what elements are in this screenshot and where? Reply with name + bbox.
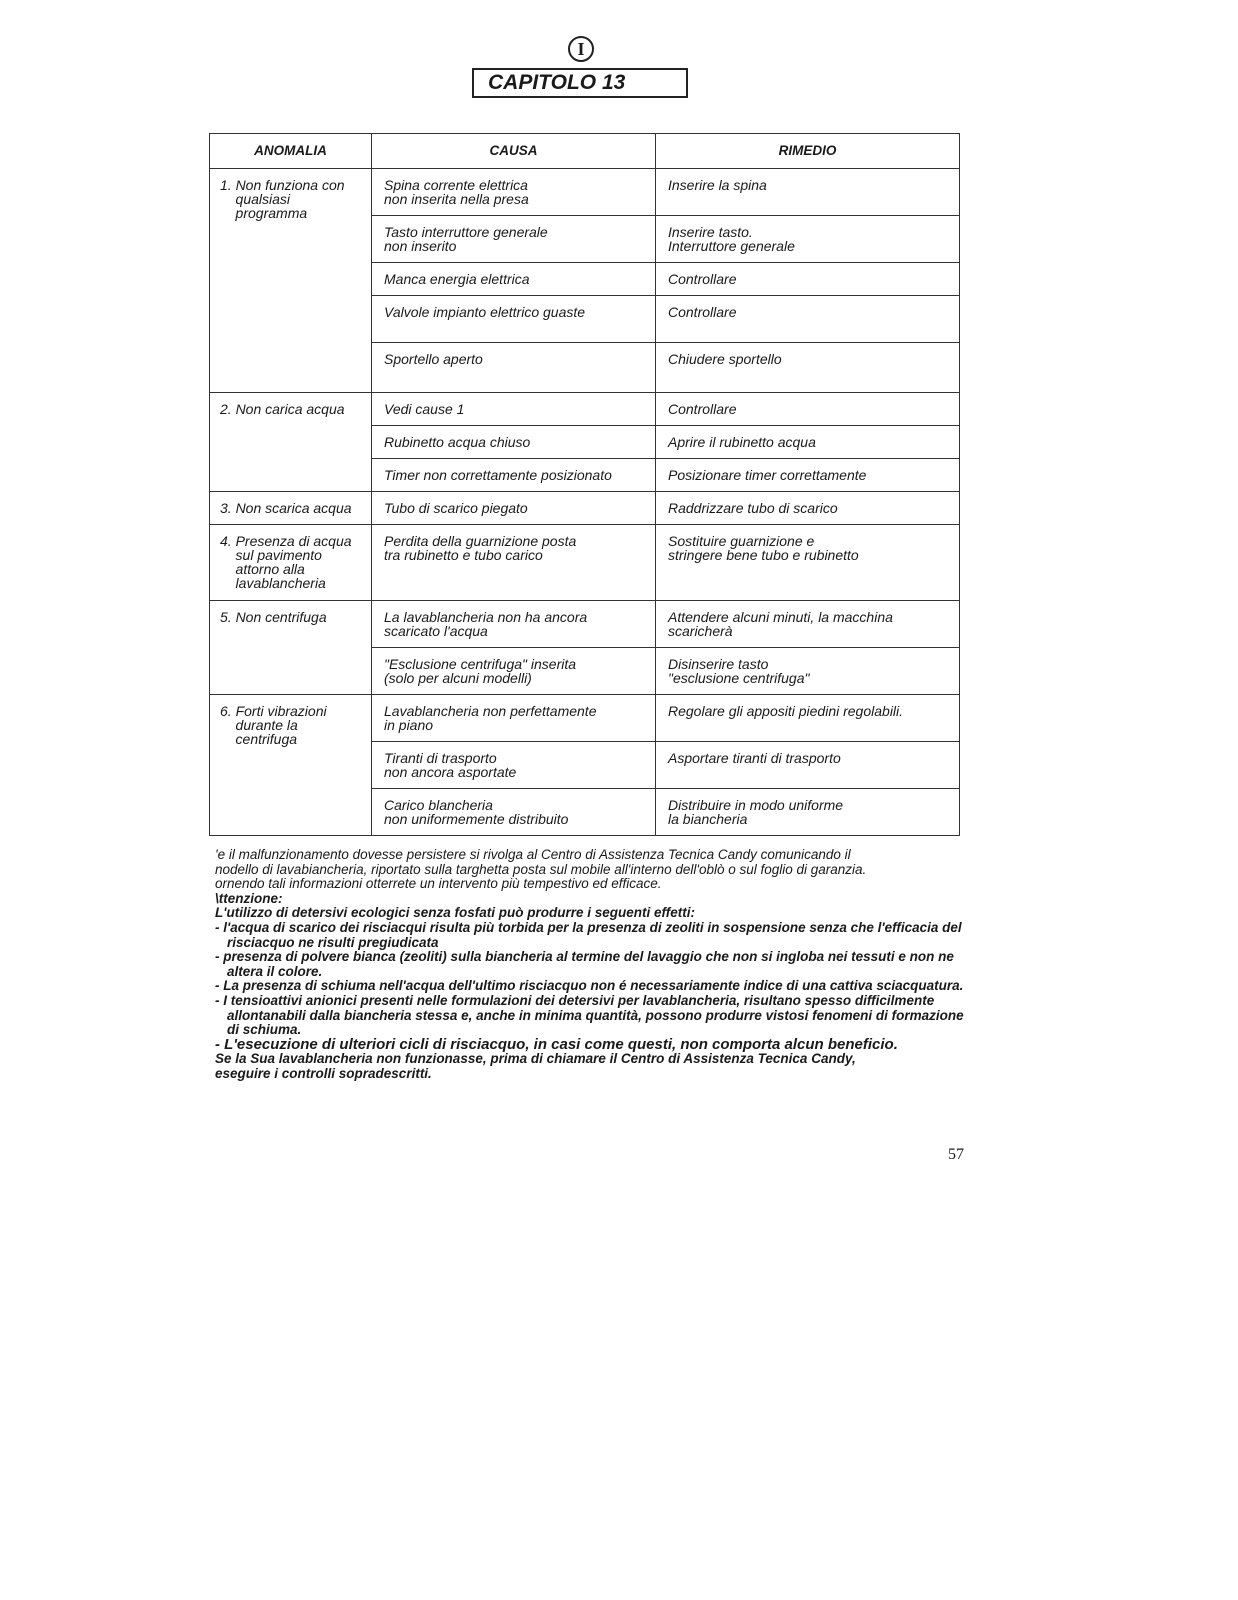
- anomalia-cell: 6. Forti vibrazioni durante la centrifuga: [210, 695, 372, 836]
- causa-cell: Vedi cause 1: [372, 393, 656, 426]
- rimedio-cell: Controllare: [656, 263, 960, 296]
- anomalia-cell: 4. Presenza di acqua sul pavimento attorno alla lavablancheria: [210, 525, 372, 601]
- anomalia-cell: 2. Non carica acqua: [210, 393, 372, 492]
- causa-cell: Lavablancheria non perfettamente in piano: [372, 695, 656, 742]
- anomalia-cell: 5. Non centrifuga: [210, 601, 372, 695]
- table-body: [210, 169, 960, 836]
- troubleshooting-table: [209, 133, 960, 836]
- anomalia-cell: 3. Non scarica acqua: [210, 492, 372, 525]
- table-row: [210, 169, 960, 216]
- note-intro-line: nodello di lavabiancheria, riportato sulla targhetta posta sul mobile all'interno dell'oblò o sul foglio di garanzia.: [215, 861, 867, 877]
- causa-cell: Carico blancheria non uniformemente distribuito: [372, 789, 656, 836]
- notes-section: [215, 848, 975, 1082]
- causa-cell: Timer non correttamente posizionato: [372, 459, 656, 492]
- attention-bullet: - presenza di polvere bianca (zeoliti) sulla biancheria al termine del lavaggio che non si ingloba nei tessuti e non ne altera il colore.: [215, 949, 954, 979]
- rimedio-cell: Asportare tiranti di trasporto: [656, 742, 960, 789]
- rimedio-cell: Inserire tasto. Interruttore generale: [656, 216, 960, 263]
- attention-bullet: - L'esecuzione di ulteriori cicli di risciacquo, in casi come questi, non comporta alcun beneficio.: [215, 1035, 898, 1053]
- note-intro-line: 'e il malfunzionamento dovesse persistere si rivolga al Centro di Assistenza Tecnica Candy comunicando il: [215, 847, 851, 862]
- causa-cell: Valvole impianto elettrico guaste: [372, 296, 656, 343]
- table-row: [210, 492, 960, 525]
- rimedio-cell: Chiudere sportello: [656, 343, 960, 393]
- attention-bullet: - La presenza di schiuma nell'acqua dell'ultimo risciacquo non é necessariamente indice di una cattiva sciacquatura.: [215, 978, 964, 994]
- rimedio-cell: Controllare: [656, 296, 960, 343]
- anomalia-cell: 1. Non funziona con qualsiasi programma: [210, 169, 372, 393]
- attention-bullet: - l'acqua di scarico dei risciacqui risulta più torbida per la presenza di zeoliti in sospensione senza che l'efficacia del risciacquo ne risulti pregiudicata: [215, 919, 962, 950]
- column-header-anomalia: ANOMALIA: [210, 134, 372, 169]
- causa-cell: Sportello aperto: [372, 343, 656, 393]
- rimedio-cell: Inserire la spina: [656, 169, 960, 216]
- page-number: 57: [948, 1146, 964, 1163]
- causa-cell: Tiranti di trasporto non ancora asportate: [372, 742, 656, 789]
- table-row: [210, 695, 960, 742]
- causa-cell: La lavablancheria non ha ancora scaricato l'acqua: [372, 601, 656, 648]
- causa-cell: Perdita della guarnizione posta tra rubinetto e tubo carico: [372, 525, 656, 601]
- causa-cell: Rubinetto acqua chiuso: [372, 426, 656, 459]
- chapter-title: CAPITOLO 13: [472, 68, 688, 98]
- causa-cell: "Esclusione centrifuga" inserita (solo per alcuni modelli): [372, 648, 656, 695]
- causa-cell: Tasto interruttore generale non inserito: [372, 216, 656, 263]
- closing-line: eseguire i controlli sopradescritti.: [215, 1065, 432, 1081]
- causa-cell: Spina corrente elettrica non inserita nella presa: [372, 169, 656, 216]
- rimedio-cell: Disinserire tasto "esclusione centrifuga": [656, 648, 960, 695]
- table-row: [210, 525, 960, 601]
- rimedio-cell: Sostituire guarnizione e stringere bene tubo e rubinetto: [656, 525, 960, 601]
- language-badge-icon: I: [568, 36, 594, 62]
- rimedio-cell: Posizionare timer correttamente: [656, 459, 960, 492]
- closing-line: Se la Sua lavablancheria non funzionasse, prima di chiamare il Centro di Assistenza Tecnica Candy,: [215, 1051, 856, 1067]
- attention-bullet: - I tensioattivi anionici presenti nelle formulazioni dei detersivi per lavablancheria, risultano spesso difficilmente allontanabili dalla biancheria stessa e, anche in minima quantità, possono produrre vistosi fenomeni di formazione di schiuma.: [215, 992, 964, 1038]
- table-row: [210, 601, 960, 648]
- rimedio-cell: Distribuire in modo uniforme la biancheria: [656, 789, 960, 836]
- attention-heading: \ttenzione:: [215, 890, 283, 906]
- causa-cell: Tubo di scarico piegato: [372, 492, 656, 525]
- column-header-rimedio: RIMEDIO: [656, 134, 960, 169]
- column-header-causa: CAUSA: [372, 134, 656, 169]
- table-row: [210, 393, 960, 426]
- rimedio-cell: Raddrizzare tubo di scarico: [656, 492, 960, 525]
- note-intro-line: ornendo tali informazioni otterrete un intervento più tempestivo ed efficace.: [215, 876, 662, 892]
- attention-intro: L'utilizzo di detersivi ecologici senza fosfati può produrre i seguenti effetti:: [215, 905, 696, 921]
- table-header-row: [210, 134, 960, 169]
- rimedio-cell: Attendere alcuni minuti, la macchina scaricherà: [656, 601, 960, 648]
- rimedio-cell: Aprire il rubinetto acqua: [656, 426, 960, 459]
- rimedio-cell: Regolare gli appositi piedini regolabili.: [656, 695, 960, 742]
- causa-cell: Manca energia elettrica: [372, 263, 656, 296]
- rimedio-cell: Controllare: [656, 393, 960, 426]
